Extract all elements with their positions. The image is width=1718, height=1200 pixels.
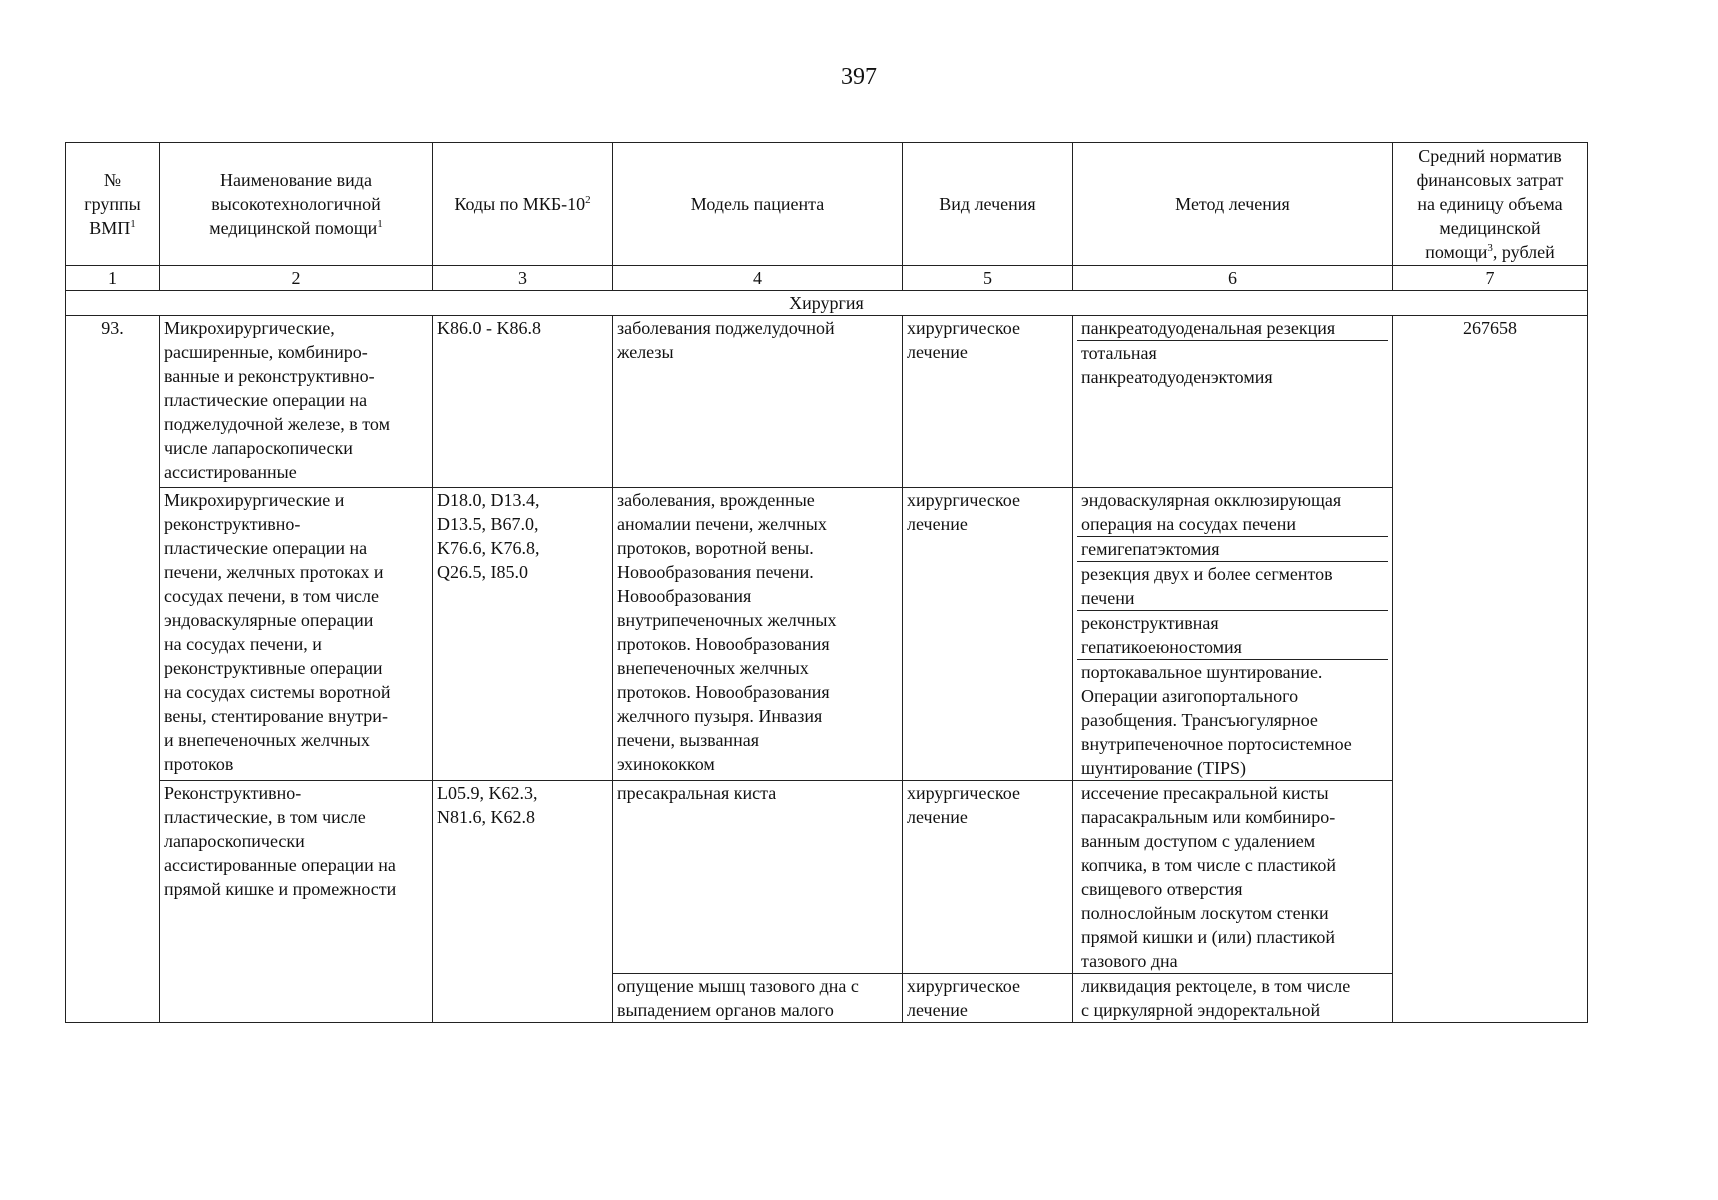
column-number: 3 — [433, 266, 613, 291]
patient-model-cell: заболевания, врожденные аномалии печени, желчных протоков, воротной вены. Новообразования печени. Новообразования внутрипеченочных желчных протоков. Новообразования внепеченочных желчных протоков. Новообразования желчного пузыря. Инвазия печени, вызванная эхинококком — [613, 488, 903, 781]
column-number: 5 — [903, 266, 1073, 291]
header-cost-norm: Средний норматив финансовых затрат на единицу объема медицинской помощи$^3$, рублей — [1393, 143, 1588, 266]
header-patient-model: Модель пациента — [613, 143, 903, 266]
method-item: иссечение пресакральной кисты парасакральным или комбиниро- ванным доступом с удалением копчика, в том числе с пластикой свищевого отверстия полнослойным лоскутом стенки прямой кишки и (или) пластикой тазового дна — [1081, 783, 1336, 971]
column-number: 4 — [613, 266, 903, 291]
header-treatment-method: Метод лечения — [1073, 143, 1393, 266]
care-type-cell: Микрохирургические и реконструктивно- пластические операции на печени, желчных протоках и сосудах печени, в том числе эндоваскулярные операции на сосудах печени, и реконструктивные операции на сосудах системы воротной вены, стентирование внутри- и внепеченочных желчных протоков — [160, 488, 433, 781]
header-icd-codes: Коды по МКБ-$10^2$ — [433, 143, 613, 266]
patient-model-cell: опущение мышц тазового дна с выпадением органов малого — [613, 974, 903, 1023]
icd-codes-cell: K86.0 - K86.8 — [433, 316, 613, 488]
method-item: реконструктивная гепатикоеюностомия — [1077, 611, 1388, 660]
method-item: ликвидация ректоцеле, в том числе с циркулярной эндоректальной — [1081, 976, 1351, 1020]
table-row — [66, 488, 1588, 781]
table-row — [66, 316, 1588, 488]
section-row — [66, 291, 1588, 316]
treatment-method-cell — [1073, 974, 1393, 1023]
treatment-method-cell — [1073, 488, 1393, 781]
method-item: портокавальное шунтирование. Операции азигопортального разобщения. Трансъюгулярное внутрипеченочное портосистемное шунтирование (TIPS) — [1081, 662, 1352, 778]
treatment-type-cell: хирургическое лечение — [903, 974, 1073, 1023]
treatment-type-cell: хирургическое лечение — [903, 316, 1073, 488]
method-item: панкреатодуоденальная резекция — [1077, 316, 1388, 341]
header-row — [66, 143, 1588, 266]
column-number: 1 — [66, 266, 160, 291]
header-group-number: № группы ВМП$^1$ — [66, 143, 160, 266]
method-item: эндоваскулярная окклюзирующая операция на сосудах печени — [1077, 488, 1388, 537]
treatment-type-cell: хирургическое лечение — [903, 781, 1073, 974]
method-item: резекция двух и более сегментов печени — [1077, 562, 1388, 611]
method-item: тотальная панкреатодуоденэктомия — [1081, 343, 1273, 387]
table-row — [66, 781, 1588, 974]
method-item: гемигепатэктомия — [1077, 537, 1388, 562]
treatment-method-cell — [1073, 316, 1393, 488]
patient-model-cell: пресакральная киста — [613, 781, 903, 974]
column-number: 7 — [1393, 266, 1588, 291]
column-number: 2 — [160, 266, 433, 291]
treatment-method-cell — [1073, 781, 1393, 974]
section-title: Хирургия — [66, 291, 1588, 316]
care-type-cell: Микрохирургические, расширенные, комбиниро- ванные и реконструктивно- пластические операции на поджелудочной железе, в том числе лапароскопически ассистированные — [160, 316, 433, 488]
care-type-cell: Реконструктивно- пластические, в том числе лапароскопически ассистированные операции на прямой кишке и промежности — [160, 781, 433, 1023]
header-treatment-type: Вид лечения — [903, 143, 1073, 266]
column-number-row — [66, 266, 1588, 291]
icd-codes-cell: L05.9, K62.3, N81.6, K62.8 — [433, 781, 613, 1023]
patient-model-cell: заболевания поджелудочной железы — [613, 316, 903, 488]
group-number: 93. — [66, 316, 160, 1023]
treatment-type-cell: хирургическое лечение — [903, 488, 1073, 781]
vmp-table — [65, 142, 1588, 1023]
icd-codes-cell: D18.0, D13.4, D13.5, B67.0, K76.6, K76.8, Q26.5, I85.0 — [433, 488, 613, 781]
cost-norm-cell: 267658 — [1393, 316, 1588, 1023]
column-number: 6 — [1073, 266, 1393, 291]
header-care-type: Наименование вида высокотехнологичной медицинской помощи$^1$ — [160, 143, 433, 266]
page-number: 397 — [841, 64, 877, 90]
